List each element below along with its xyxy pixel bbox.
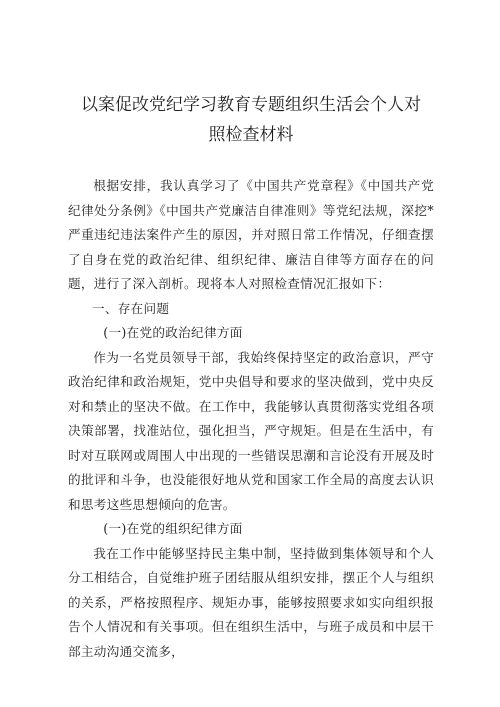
political-discipline-paragraph: 作为一名党员领导干部，我始终保持坚定的政治意识，严守政治纪律和政治规矩，党中央倡导和要求的坚决做到，党中央反对和禁止的坚决不做。在工作中，我能够认真贯彻落实党组各项决策部署，找准站位，强化担当，严守规矩。但是在生活中，有时对互联网或周围人中出现的一些错误思潮和言论没有开展及时的批评和斗争，也没能很好地从党和国家工作全局的高度去认识和思考这些思想倾向的危害。 [68, 349, 434, 512]
section-heading-problems: 一、存在问题 [91, 300, 170, 316]
document-body [68, 174, 434, 664]
subsection-heading-organizational-discipline: (一)在党的组织纪律方面 [103, 521, 243, 536]
organizational-discipline-paragraph: 我在工作中能够坚持民主集中制，坚持做到集体领导和个人分工相结合，自觉维护班子团结服从组织安排，摆正个人与组织的关系，严格按照程序、规矩办事，能够按照要求如实向组织报告个人情况和有关事项。但在组织生活中，与班子成员和中层干部主动沟通交流多， [68, 545, 434, 659]
intro-paragraph: 根据安排，我认真学习了《中国共产党章程》《中国共产党纪律处分条例》《中国共产党廉洁自律准则》等党纪法规，深挖*严重违纪违法案件产生的原因，并对照日常工作情况，仔细查摆了自身在党的政治纪律、组织纪律、廉洁自律等方面存在的问题，进行了深入剖析。现将本人对照检查情况汇报如下： [68, 178, 434, 291]
subsection-heading-political-discipline: (一)在党的政治纪律方面 [103, 325, 243, 340]
document-title: 以案促改党纪学习教育专题组织生活会个人对照检查材料 [81, 95, 421, 145]
